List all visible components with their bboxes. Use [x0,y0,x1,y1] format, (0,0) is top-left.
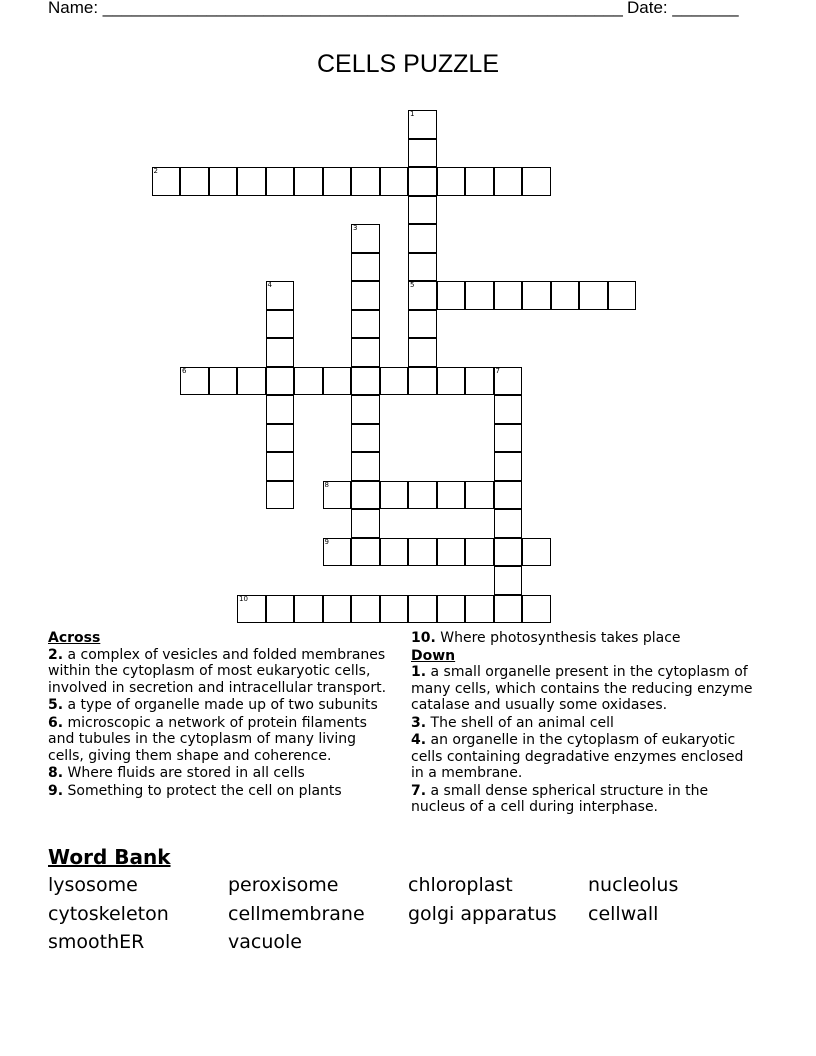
name-line: Name: _______________________________________________________ [48,0,623,17]
grid-cell[interactable] [266,310,295,339]
grid-cell[interactable] [437,595,466,624]
grid-cell[interactable] [266,281,295,310]
cell-number: 2 [153,167,158,175]
clue-text: a complex of vesicles and folded membranes within the cytoplasm of most eukaryotic cells, involved in secretion and intracellular transport. [48,646,387,696]
grid-cell[interactable] [494,509,523,538]
clue-across [48,697,393,714]
grid-cell[interactable] [551,281,580,310]
grid-cell[interactable] [437,481,466,510]
clue-text: microscopic a network of protein filaments and tubules in the cytoplasm of many living cells, giving them shape and coherence. [48,714,367,764]
grid-cell[interactable] [494,395,523,424]
clue-number: 7. [411,782,427,799]
clue-text: a type of organelle made up of two subunits [63,697,378,713]
grid-cell[interactable] [323,538,352,567]
clue-number: 4. [411,732,427,748]
grid-cell[interactable] [494,281,523,310]
grid-cell[interactable] [351,595,380,624]
grid-cell[interactable] [380,595,409,624]
grid-cell[interactable] [465,367,494,396]
word-bank-item: smoothER [48,931,145,953]
word-bank-item: cellmembrane [228,903,365,925]
grid-cell[interactable] [237,595,266,624]
grid-cell[interactable] [494,538,523,567]
grid-cell[interactable] [323,367,352,396]
word-bank-title: Word Bank [48,845,171,869]
clue-number: 9. [48,782,64,799]
grid-cell[interactable] [408,224,437,253]
grid-cell[interactable] [465,538,494,567]
grid-cell[interactable] [351,281,380,310]
grid-cell[interactable] [494,566,523,595]
clue-number: 1. [411,664,427,680]
down-heading: Down [411,647,456,664]
grid-cell[interactable] [180,367,209,396]
grid-cell[interactable] [351,424,380,453]
grid-cell[interactable] [237,367,266,396]
across-clues [48,630,393,800]
clue-text: a small dense spherical structure in the nucleus of a cell during interphase. [411,782,709,815]
grid-cell[interactable] [351,338,380,367]
grid-cell[interactable] [380,367,409,396]
grid-cell[interactable] [323,595,352,624]
clue-across [411,630,756,647]
clue-down [411,715,756,732]
grid-cell[interactable] [522,595,551,624]
clue-text: Where photosynthesis takes place [435,630,681,646]
grid-cell[interactable] [408,110,437,139]
clue-across [48,647,393,697]
word-bank-item: chloroplast [408,874,513,896]
grid-cell[interactable] [522,538,551,567]
grid-cell[interactable] [408,167,437,196]
grid-cell[interactable] [494,167,523,196]
cell-number: 7 [495,366,500,375]
clue-number: 10. [411,630,436,646]
grid-cell[interactable] [180,167,209,196]
word-bank-item: golgi apparatus [408,903,557,925]
clue-text: a small organelle present in the cytoplasm of many cells, which contains the reducing enzyme catalase and usually some oxidases. [411,664,753,713]
across-heading: Across [48,630,101,646]
grid-cell[interactable] [209,367,238,396]
grid-cell[interactable] [380,481,409,510]
word-bank-item: cytoskeleton [48,903,169,925]
grid-cell[interactable] [351,310,380,339]
grid-cell[interactable] [351,481,380,510]
grid-cell[interactable] [465,595,494,624]
grid-cell[interactable] [408,281,437,310]
clue-across [48,765,393,782]
grid-cell[interactable] [152,167,181,196]
grid-cell[interactable] [494,481,523,510]
grid-cell[interactable] [323,167,352,196]
word-bank-item: cellwall [588,903,659,925]
grid-cell[interactable] [266,481,295,510]
grid-cell[interactable] [437,367,466,396]
clue-text: an organelle in the cytoplasm of eukaryotic cells containing degradative enzymes enclosed in a membrane. [411,732,744,781]
grid-cell[interactable] [266,395,295,424]
grid-cell[interactable] [266,167,295,196]
cell-number: 1 [410,110,415,118]
grid-cell[interactable] [351,224,380,253]
clue-number: 8. [48,765,64,781]
grid-cell[interactable] [522,281,551,310]
grid-cell[interactable] [266,452,295,481]
grid-cell[interactable] [494,367,523,396]
grid-cell[interactable] [608,281,637,310]
cell-number: 9 [324,537,329,546]
grid-cell[interactable] [437,538,466,567]
grid-cell[interactable] [380,538,409,567]
cell-number: 10 [239,594,248,603]
clue-number: 5. [48,697,64,713]
grid-cell[interactable] [494,595,523,624]
date-line: Date: _______ [627,0,739,17]
clue-down [411,783,756,816]
grid-cell[interactable] [266,367,295,396]
grid-cell[interactable] [579,281,608,310]
grid-cell[interactable] [408,253,437,282]
word-bank-item: vacuole [228,931,302,953]
grid-cell[interactable] [408,338,437,367]
grid-cell[interactable] [494,424,523,453]
grid-cell[interactable] [266,424,295,453]
grid-cell[interactable] [294,167,323,196]
cell-number: 6 [182,366,187,375]
grid-cell[interactable] [237,167,266,196]
word-bank-item: lysosome [48,874,138,896]
grid-cell[interactable] [408,538,437,567]
grid-cell[interactable] [408,139,437,168]
grid-cell[interactable] [522,167,551,196]
clue-down [411,664,756,714]
grid-cell[interactable] [351,509,380,538]
grid-cell[interactable] [437,167,466,196]
cell-number: 4 [267,281,272,289]
clue-across [48,715,393,765]
grid-cell[interactable] [465,281,494,310]
grid-cell[interactable] [351,395,380,424]
puzzle-title: CELLS PUZZLE [316,50,499,78]
word-bank-item: nucleolus [588,874,679,896]
word-bank-item: peroxisome [228,874,339,896]
grid-cell[interactable] [266,595,295,624]
grid-cell[interactable] [351,367,380,396]
clue-number: 3. [411,714,427,731]
cell-number: 8 [324,480,329,489]
grid-cell[interactable] [408,310,437,339]
grid-cell[interactable] [351,167,380,196]
clue-text: Something to protect the cell on plants [63,782,342,799]
grid-cell[interactable] [209,167,238,196]
clue-across [48,783,393,800]
grid-cell[interactable] [465,481,494,510]
down-clues [411,630,756,817]
grid-cell[interactable] [294,367,323,396]
grid-cell[interactable] [323,481,352,510]
grid-cell[interactable] [380,167,409,196]
grid-cell[interactable] [437,281,466,310]
clue-text: The shell of an animal cell [426,714,614,731]
grid-cell[interactable] [408,196,437,225]
grid-cell[interactable] [408,481,437,510]
cell-number: 3 [353,224,358,232]
grid-cell[interactable] [408,595,437,624]
grid-cell[interactable] [294,595,323,624]
grid-cell[interactable] [351,452,380,481]
grid-cell[interactable] [266,338,295,367]
grid-cell[interactable] [351,538,380,567]
clue-text: Where fluids are stored in all cells [63,765,305,781]
clue-number: 2. [48,646,64,663]
grid-cell[interactable] [465,167,494,196]
grid-cell[interactable] [494,452,523,481]
grid-cell[interactable] [408,367,437,396]
clue-down [411,732,756,782]
grid-cell[interactable] [351,253,380,282]
clue-number: 6. [48,714,64,731]
cell-number: 5 [410,281,415,289]
